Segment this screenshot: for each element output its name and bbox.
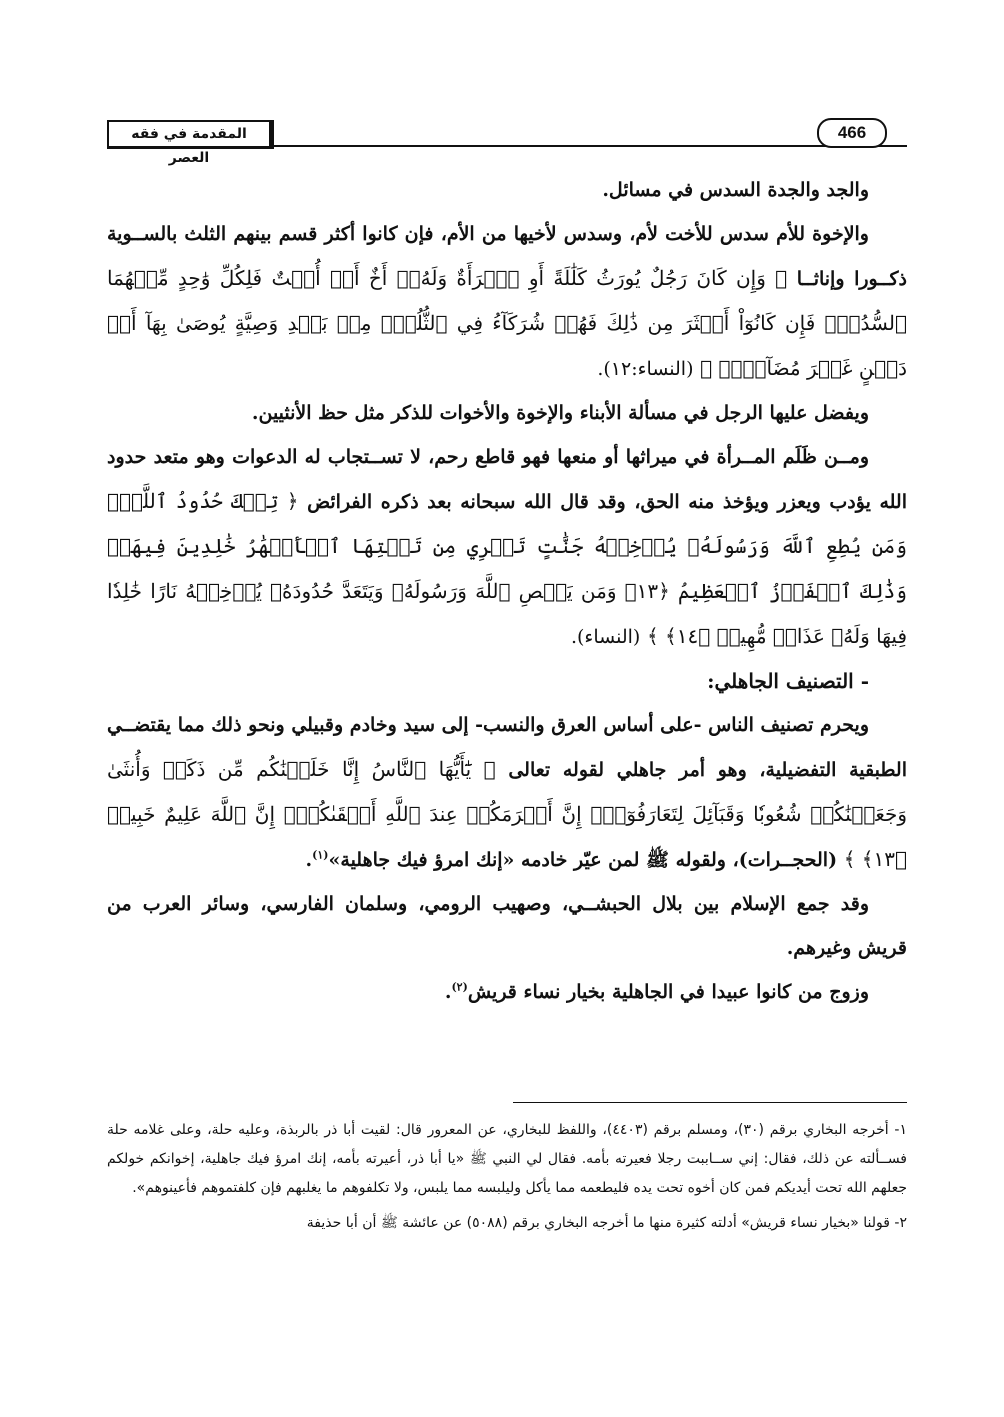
footnote-marker-1[interactable]: (١) (312, 848, 329, 862)
paragraph-6-text: وقد جمع الإسلام بين بلال الحبشــي، وصهيب الرومي، وسلمان الفارسي، وسائر العرب من قريش وغيرهم. (107, 893, 907, 959)
paragraph-1-text: والجد والجدة السدس في مسائل. (602, 179, 869, 201)
paragraph-3-text: ويفضل عليها الرجل في مسألة الأبناء والإخوة والأخوات للذكر مثل حظ الأنثيين. (251, 402, 869, 424)
verse-reference: (النساء). (570, 626, 641, 648)
section-heading: - التصنيف الجاهلي: (707, 669, 869, 693)
paragraph-2-text: والإخوة للأم سدس للأخت لأم، وسدس لأخيها من الأم، فإن كانوا أكثر قسم بينهم الثلث بالســوية ذكــورا وإناثــا (107, 223, 907, 290)
paragraph-7: وزوج من كانوا عبيدا في الجاهلية بخيار نساء قريش$^{(٢)}$. (444, 980, 869, 1003)
footnote-marker-2[interactable]: (٢) (451, 980, 468, 994)
paragraph-3 (107, 391, 907, 435)
paragraph-2 (107, 212, 907, 391)
paragraph-4-text: ومــن ظَلَم المــرأة في ميراثها أو منعها فهو قاطع رحم، لا تســتجاب له الدعوات وهو متعد حدود الله يؤدب ويعزر ويؤخذ منه الحق، وقد قال الله سبحانه بعد ذكره الفرائض (107, 446, 907, 513)
paragraph-1 (107, 168, 907, 212)
page-header (107, 118, 907, 166)
book-title: المقدمة في فقه العصر (107, 120, 274, 149)
footnotes (107, 1116, 907, 1244)
page-number: 466 (817, 118, 887, 148)
paragraph-4 (107, 435, 907, 659)
paragraph-5: ويحرم تصنيف الناس -على أساس العرق والنسب- إلى سيد وخادم وقبيلي ونحو ذلك مما يقتضــي الطبقية التفضيلية، وهو أمر جاهلي لقوله تعالى ﴿ يَٰٓأَيُّهَا ٱلنَّاسُ إِنَّا خَلَقۡنَٰكُم مِّن ذَكَرٖ وَأُنثَىٰ وَجَعَلۡنَٰكُمۡ شُعُوبٗا وَقَبَآئِلَ لِتَعَارَفُوٓاْۚ إِنَّ أَكۡرَمَكُمۡ عِندَ ٱللَّهِ أَتۡقَىٰكُمۡۚ إِنَّ ٱللَّهَ عَلِيمٌ خَبِيرٞ ﴿١٣﴾ ﴾ (الحجــرات)، ولقوله ﷺ لمن عيّر خادمه «إنك امرؤ فيك جاهلية»$^{(١)}$. (107, 714, 907, 871)
paragraph-5-text: ويحرم تصنيف الناس -على أساس العرق والنسب- إلى سيد وخادم وقبيلي ونحو ذلك مما يقتضــي الطبقية التفضيلية، وهو أمر جاهلي لقوله تعالى (107, 714, 907, 781)
main-text (107, 168, 907, 1014)
footnote-2: ٢- قولنا «بخيار نساء قريش» أدلته كثيرة منها ما أخرجه البخاري برقم (٥٠٨٨) عن عائشة ﷺ أن أبا حذيفة (306, 1215, 907, 1231)
verse-reference: (الحجــرات)، ولقوله (675, 849, 838, 871)
verse-reference: (النساء:١٢). (597, 358, 694, 380)
quran-verse-nisa-13-14: ﴿ تِلۡكَ حُدُودُ ٱللَّهِۚ وَمَن يُطِعِ ٱللَّهَ وَرَسُولَهُۥ يُدۡخِلۡهُ جَنَّٰتٍ تَجۡرِي مِن تَحۡتِهَا ٱلۡأَنۡهَٰرُ خَٰلِدِينَ فِيهَاۚ وَذَٰلِكَ ٱلۡفَوۡزُ ٱلۡعَظِيمُ ﴿١٣﴾ وَمَن يَعۡصِ ٱللَّهَ وَرَسُولَهُۥ وَيَتَعَدَّ حُدُودَهُۥ يُدۡخِلۡهُ نَارًا خَٰلِدٗا فِيهَا وَلَهُۥ عَذَابٞ مُّهِينٞ ﴿١٤﴾ ﴾ (107, 489, 907, 648)
hadith-quote: ﷺ لمن عيّر خادمه «إنك امرؤ فيك جاهلية» (328, 849, 669, 871)
footnote-separator (513, 1102, 907, 1103)
paragraph-7-text: وزوج من كانوا عبيدا في الجاهلية بخيار نساء قريش (467, 981, 869, 1003)
paragraph-6 (107, 882, 907, 970)
quran-verse-nisa-12: ﴿ وَإِن كَانَ رَجُلٌ يُورَثُ كَلَٰلَةً أَوِ ٱمۡرَأَةٌ وَلَهُۥٓ أَخٌ أَوۡ أُخۡتٌ فَلِكُلِّ وَٰحِدٍ مِّنۡهُمَا ٱلسُّدُسُۚ فَإِن كَانُوٓاْ أَكۡثَرَ مِن ذَٰلِكَ فَهُمۡ شُرَكَآءُ فِي ٱلثُّلُثِۚ مِنۢ بَعۡدِ وَصِيَّةٍ يُوصَىٰ بِهَآ أَوۡ دَيۡنٍ غَيۡرَ مُضَآرٍّۚ ﴾ (107, 266, 907, 380)
footnote-1: ١- أخرجه البخاري برقم (٣٠)، ومسلم برقم (٤٤٠٣)، واللفظ للبخاري، عن المعرور قال: لقيت أبا ذر بالربذة، وعليه حلة، وعلى غلامه حلة فســألته عن ذلك، فقال: إني ســاببت رجلا فعيرته بأمه. فقال لي النبي ﷺ «يا أبا ذر، أعيرته بأمه، إنك امرؤ فيك جاهلية، إخوانكم خولكم جعلهم الله تحت أيديكم فمن كان أخوه تحت يده فليطعمه مما يأكل وليلبسه مما يلبس، ولا تكلفوهم ما يغلبهم فإن كلفتموهم فأعينوهم». (107, 1122, 908, 1196)
quran-verse-hujurat-13: ﴿ يَٰٓأَيُّهَا ٱلنَّاسُ إِنَّا خَلَقۡنَٰكُم مِّن ذَكَرٖ وَأُنثَىٰ وَجَعَلۡنَٰكُمۡ شُعُوبٗا وَقَبَآئِلَ لِتَعَارَفُوٓاْۚ إِنَّ أَكۡرَمَكُمۡ عِندَ ٱللَّهِ أَتۡقَىٰكُمۡۚ إِنَّ ٱللَّهَ عَلِيمٌ خَبِيرٞ ﴿١٣﴾ ﴾ (107, 757, 907, 871)
